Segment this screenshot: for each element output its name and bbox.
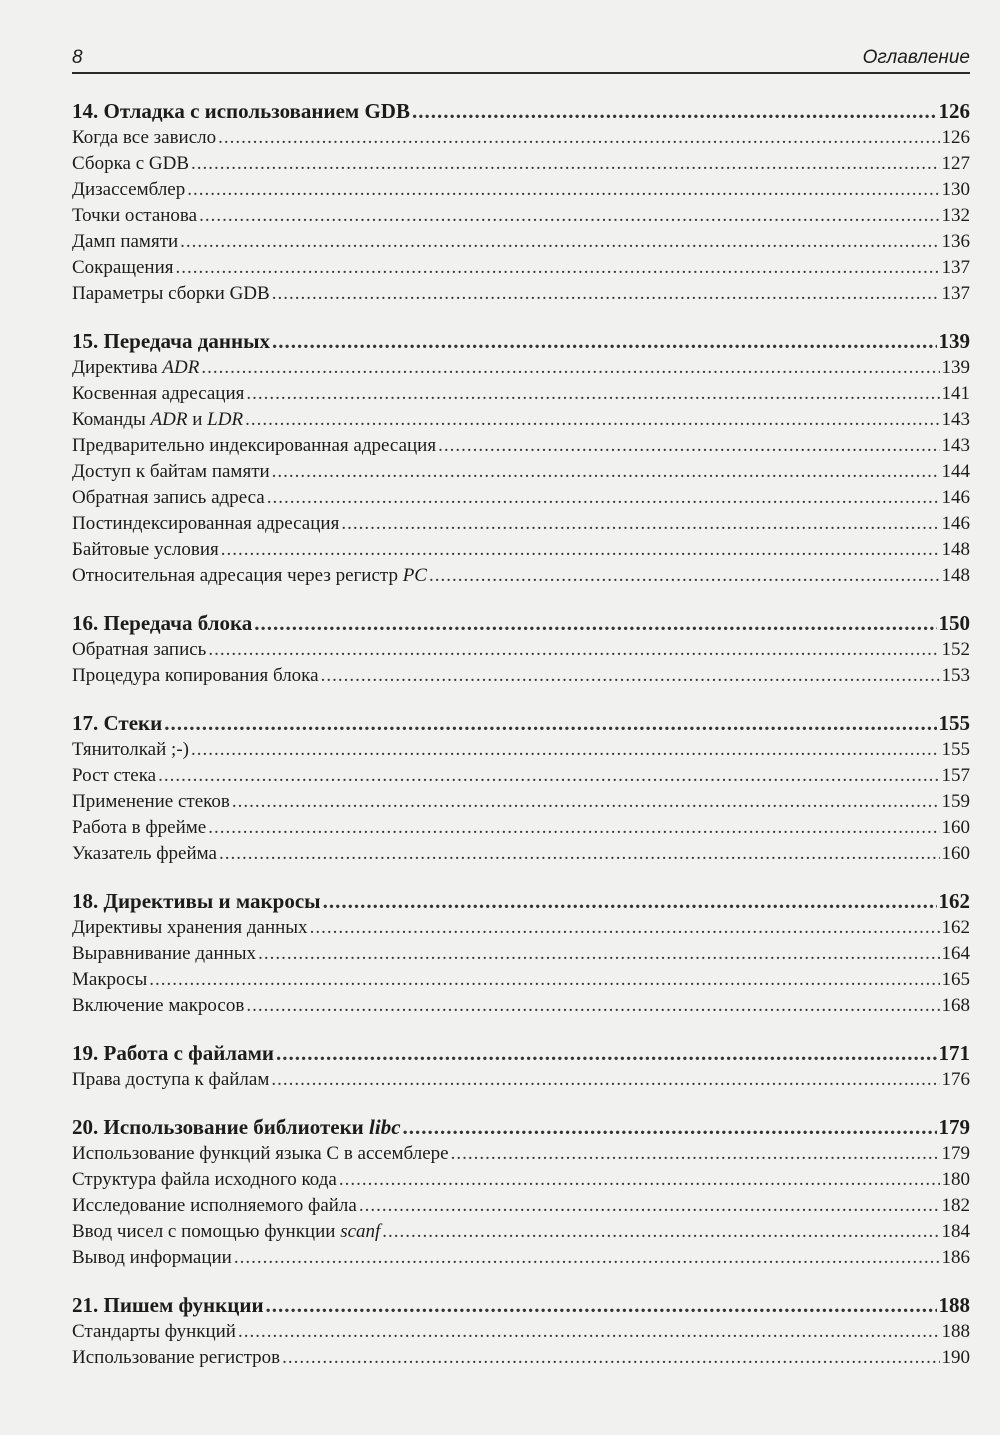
chapter-title: [72, 609, 252, 637]
toc-section: [72, 887, 970, 1019]
entry-page-number: 160: [941, 843, 970, 864]
title-text: 21. Пишем функции: [72, 1293, 264, 1317]
entry-title: [72, 967, 147, 993]
dot-leader: [180, 229, 939, 255]
entry-title: [72, 151, 189, 177]
chapter-title: [72, 1291, 264, 1319]
toc-entry-row: [72, 941, 970, 967]
dot-leader: [245, 407, 939, 433]
page-header: [72, 44, 970, 74]
toc-entry-row: [72, 177, 970, 203]
entry-page-number: 188: [941, 1321, 970, 1342]
entry-title: [72, 433, 436, 459]
title-text: Сокращения: [72, 257, 174, 278]
entry-page-number: 155: [941, 739, 970, 760]
dot-leader: [272, 459, 940, 485]
toc-entry-row: [72, 1345, 970, 1371]
entry-title: [72, 1245, 232, 1271]
title-italic-text: PC: [402, 565, 427, 586]
title-text: Дизассемблер: [72, 179, 186, 200]
dot-leader: [429, 563, 940, 589]
chapter-page-number: 162: [938, 889, 970, 913]
title-text: Структура файла исходного кода: [72, 1169, 337, 1190]
entry-title: [72, 737, 189, 763]
dot-leader: [208, 637, 939, 663]
dot-leader: [187, 177, 939, 203]
toc-chapter-row: [72, 709, 970, 737]
entry-title: [72, 1141, 449, 1167]
entry-page-number: 143: [941, 435, 970, 456]
title-italic-text: libc: [369, 1115, 401, 1139]
toc-entry-row: [72, 915, 970, 941]
entry-title: [72, 459, 270, 485]
dot-leader: [321, 663, 940, 689]
chapter-page-number: 188: [938, 1293, 970, 1317]
dot-leader: [158, 763, 939, 789]
entry-page-number: 159: [941, 791, 970, 812]
title-text: Процедура копирования блока: [72, 665, 319, 686]
page-number: 8: [72, 47, 83, 68]
title-text: Относительная адресация через регистр: [72, 565, 403, 586]
title-italic-text: scanf: [340, 1221, 381, 1242]
toc-entry-row: [72, 663, 970, 689]
chapter-title: [72, 709, 162, 737]
toc-section: [72, 709, 970, 867]
title-text: Параметры сборки GDB: [72, 283, 270, 304]
entry-page-number: 157: [941, 765, 970, 786]
dot-leader: [272, 281, 940, 307]
dot-leader: [451, 1141, 940, 1167]
entry-page-number: 164: [941, 943, 970, 964]
title-text: Включение макросов: [72, 995, 245, 1016]
entry-title: [72, 915, 308, 941]
entry-page-number: 141: [941, 383, 970, 404]
title-text: 14. Отладка с использованием GDB: [72, 99, 410, 123]
title-italic-text: ADR: [162, 357, 200, 378]
entry-title: [72, 993, 244, 1019]
toc-chapter-row: [72, 327, 970, 355]
entry-title: [72, 789, 230, 815]
entry-title: [72, 763, 156, 789]
entry-page-number: 139: [941, 357, 970, 378]
dot-leader: [191, 151, 940, 177]
toc-entry-row: [72, 203, 970, 229]
title-text: 15. Передача данных: [72, 329, 270, 353]
entry-title: [72, 177, 185, 203]
title-text: Косвенная адресация: [72, 383, 245, 404]
entry-page-number: 148: [941, 565, 970, 586]
dot-leader: [276, 1039, 937, 1067]
entry-title: [72, 1167, 337, 1193]
table-of-contents: [72, 97, 970, 1391]
dot-leader: [201, 355, 939, 381]
title-text: Постиндексированная адресация: [72, 513, 340, 534]
toc-entry-row: [72, 1219, 970, 1245]
entry-page-number: 160: [941, 817, 970, 838]
title-text: Доступ к байтам памяти: [72, 461, 270, 482]
entry-title: [72, 941, 256, 967]
title-text: Обратная запись: [72, 639, 207, 660]
entry-page-number: 182: [941, 1195, 970, 1216]
toc-entry-row: [72, 1193, 970, 1219]
entry-title: [72, 203, 197, 229]
toc-entry-row: [72, 993, 970, 1019]
dot-leader: [149, 967, 939, 993]
title-text: и: [187, 409, 208, 430]
title-text: Дамп памяти: [72, 231, 179, 252]
title-text: Предварительно индексированная адресация: [72, 435, 437, 456]
chapter-title: [72, 1039, 274, 1067]
entry-title: [72, 407, 243, 433]
entry-title: [72, 1219, 380, 1245]
toc-entry-row: [72, 1319, 970, 1345]
entry-page-number: 180: [941, 1169, 970, 1190]
dot-leader: [359, 1193, 940, 1219]
title-text: Использование регистров: [72, 1347, 281, 1368]
entry-page-number: 179: [941, 1143, 970, 1164]
toc-entry-row: [72, 1067, 970, 1093]
dot-leader: [310, 915, 940, 941]
title-text: Команды: [72, 409, 151, 430]
toc-entry-row: [72, 1245, 970, 1271]
toc-entry-row: [72, 381, 970, 407]
toc-entry-row: [72, 789, 970, 815]
entry-title: [72, 355, 199, 381]
entry-title: [72, 1067, 269, 1093]
toc-entry-row: [72, 737, 970, 763]
title-text: Макросы: [72, 969, 148, 990]
toc-entry-row: [72, 125, 970, 151]
dot-leader: [271, 1067, 939, 1093]
dot-leader: [339, 1167, 940, 1193]
entry-title: [72, 537, 219, 563]
running-title: Оглавление: [862, 47, 970, 68]
entry-page-number: 190: [941, 1347, 970, 1368]
chapter-page-number: 150: [938, 611, 970, 635]
toc-entry-row: [72, 563, 970, 589]
toc-entry-row: [72, 511, 970, 537]
chapter-title: [72, 1113, 401, 1141]
entry-page-number: 136: [941, 231, 970, 252]
entry-page-number: 137: [941, 283, 970, 304]
chapter-title: [72, 887, 321, 915]
toc-section: [72, 1291, 970, 1371]
toc-entry-row: [72, 815, 970, 841]
toc-chapter-row: [72, 887, 970, 915]
dot-leader: [272, 327, 937, 355]
entry-page-number: 144: [941, 461, 970, 482]
chapter-page-number: 179: [938, 1115, 970, 1139]
dot-leader: [246, 993, 939, 1019]
entry-page-number: 146: [941, 487, 970, 508]
title-text: 16. Передача блока: [72, 611, 253, 635]
entry-title: [72, 1345, 280, 1371]
title-text: 17. Стеки: [72, 711, 163, 735]
dot-leader: [438, 433, 939, 459]
dot-leader: [254, 609, 936, 637]
entry-page-number: 162: [941, 917, 970, 938]
dot-leader: [234, 1245, 940, 1271]
toc-section: [72, 1113, 970, 1271]
entry-page-number: 130: [941, 179, 970, 200]
entry-title: [72, 637, 206, 663]
entry-page-number: 165: [941, 969, 970, 990]
chapter-page-number: 171: [938, 1041, 970, 1065]
dot-leader: [232, 789, 940, 815]
title-text: 18. Директивы и макросы: [72, 889, 321, 913]
toc-entry-row: [72, 763, 970, 789]
toc-entry-row: [72, 459, 970, 485]
entry-page-number: 126: [941, 127, 970, 148]
entry-title: [72, 815, 206, 841]
chapter-title: [72, 97, 410, 125]
title-italic-text: LDR: [207, 409, 244, 430]
dot-leader: [403, 1113, 937, 1141]
title-text: Директива: [72, 357, 163, 378]
title-text: Вывод информации: [72, 1247, 232, 1268]
dot-leader: [218, 125, 939, 151]
toc-chapter-row: [72, 609, 970, 637]
entry-page-number: 127: [941, 153, 970, 174]
toc-entry-row: [72, 1141, 970, 1167]
toc-entry-row: [72, 281, 970, 307]
dot-leader: [258, 941, 939, 967]
entry-title: [72, 281, 270, 307]
dot-leader: [341, 511, 939, 537]
entry-page-number: 146: [941, 513, 970, 534]
title-text: Обратная запись адреса: [72, 487, 265, 508]
dot-leader: [164, 709, 936, 737]
entry-title: [72, 663, 319, 689]
toc-entry-row: [72, 255, 970, 281]
toc-section: [72, 1039, 970, 1093]
dot-leader: [267, 485, 940, 511]
entry-page-number: 186: [941, 1247, 970, 1268]
toc-entry-row: [72, 485, 970, 511]
entry-page-number: 176: [941, 1069, 970, 1090]
title-text: Права доступа к файлам: [72, 1069, 270, 1090]
toc-entry-row: [72, 151, 970, 177]
toc-chapter-row: [72, 1113, 970, 1141]
entry-page-number: 152: [941, 639, 970, 660]
entry-title: [72, 381, 244, 407]
title-text: Стандарты функций: [72, 1321, 236, 1342]
title-text: Выравнивание данных: [72, 943, 257, 964]
title-text: Тянитолкай ;-): [72, 739, 189, 760]
toc-entry-row: [72, 433, 970, 459]
chapter-page-number: 139: [938, 329, 970, 353]
entry-title: [72, 1319, 236, 1345]
dot-leader: [382, 1219, 939, 1245]
entry-page-number: 137: [941, 257, 970, 278]
dot-leader: [191, 737, 940, 763]
entry-page-number: 168: [941, 995, 970, 1016]
toc-entry-row: [72, 637, 970, 663]
dot-leader: [221, 537, 940, 563]
entry-title: [72, 1193, 357, 1219]
entry-title: [72, 485, 265, 511]
entry-title: [72, 255, 173, 281]
toc-entry-row: [72, 229, 970, 255]
toc-section: [72, 327, 970, 589]
chapter-page-number: 126: [938, 99, 970, 123]
toc-entry-row: [72, 841, 970, 867]
chapter-title: [72, 327, 270, 355]
dot-leader: [175, 255, 939, 281]
toc-section: [72, 609, 970, 689]
dot-leader: [282, 1345, 939, 1371]
toc-entry-row: [72, 967, 970, 993]
title-italic-text: ADR: [150, 409, 188, 430]
toc-entry-row: [72, 1167, 970, 1193]
dot-leader: [246, 381, 939, 407]
title-text: Точки останова: [72, 205, 198, 226]
chapter-page-number: 155: [938, 711, 970, 735]
title-text: 19. Работа с файлами: [72, 1041, 274, 1065]
entry-page-number: 143: [941, 409, 970, 430]
dot-leader: [323, 887, 937, 915]
title-text: Рост стека: [72, 765, 157, 786]
entry-page-number: 153: [941, 665, 970, 686]
entry-title: [72, 229, 178, 255]
title-text: 20. Использование библиотеки: [72, 1115, 370, 1139]
dot-leader: [199, 203, 939, 229]
dot-leader: [208, 815, 939, 841]
title-text: Байтовые условия: [72, 539, 219, 560]
toc-chapter-row: [72, 97, 970, 125]
toc-chapter-row: [72, 1291, 970, 1319]
entry-page-number: 184: [941, 1221, 970, 1242]
dot-leader: [412, 97, 937, 125]
entry-page-number: 132: [941, 205, 970, 226]
entry-title: [72, 511, 339, 537]
entry-title: [72, 125, 216, 151]
toc-section: [72, 97, 970, 307]
toc-entry-row: [72, 537, 970, 563]
title-text: Применение стеков: [72, 791, 230, 812]
toc-entry-row: [72, 355, 970, 381]
title-text: Использование функций языка С в ассемблере: [72, 1143, 449, 1164]
title-text: Работа в фрейме: [72, 817, 207, 838]
title-text: Исследование исполняемого файла: [72, 1195, 357, 1216]
entry-page-number: 148: [941, 539, 970, 560]
title-text: Директивы хранения данных: [72, 917, 308, 938]
dot-leader: [266, 1291, 937, 1319]
entry-title: [72, 563, 427, 589]
title-text: Ввод чисел с помощью функции: [72, 1221, 341, 1242]
toc-chapter-row: [72, 1039, 970, 1067]
title-text: Сборка с GDB: [72, 153, 189, 174]
dot-leader: [238, 1319, 940, 1345]
entry-title: [72, 841, 217, 867]
title-text: Указатель фрейма: [72, 843, 217, 864]
toc-entry-row: [72, 407, 970, 433]
dot-leader: [219, 841, 940, 867]
title-text: Когда все зависло: [72, 127, 217, 148]
